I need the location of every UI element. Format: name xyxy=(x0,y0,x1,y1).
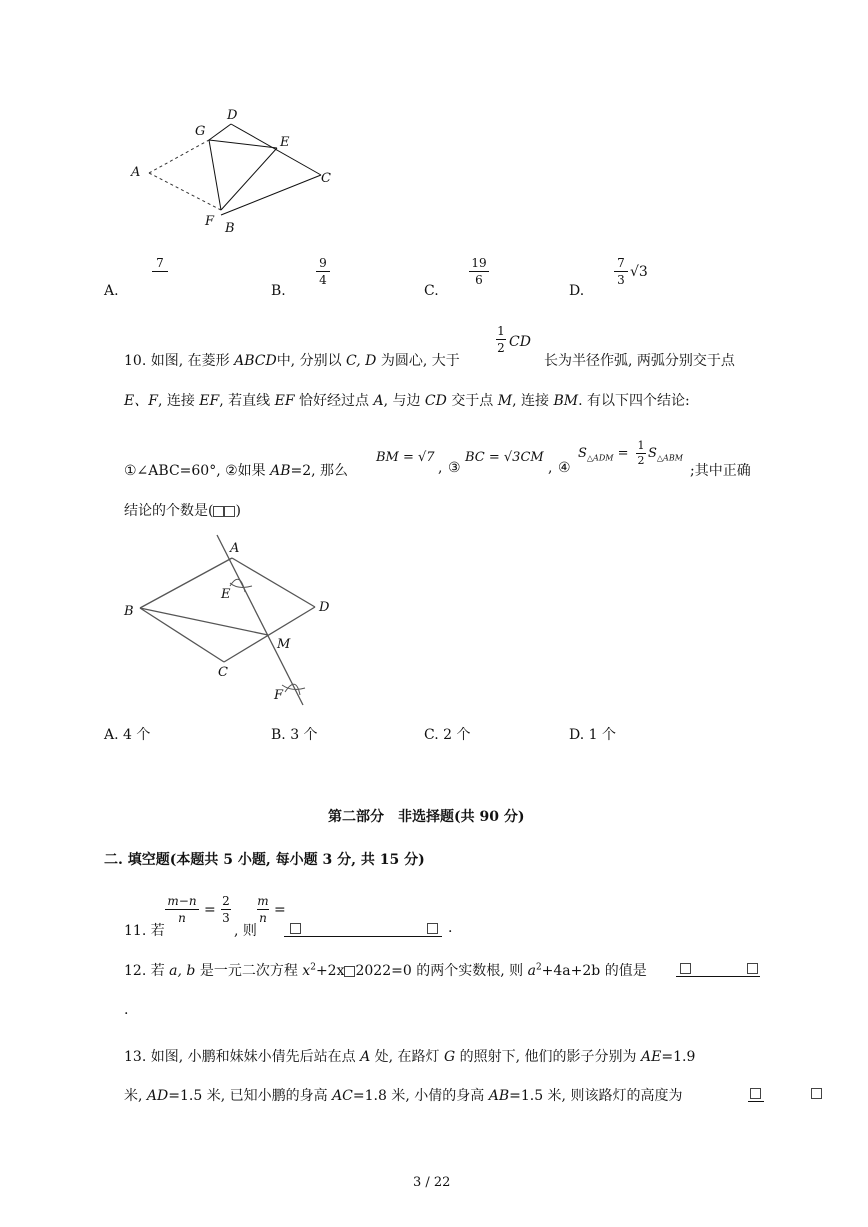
placeholder-box-icon xyxy=(213,506,224,517)
placeholder-box-icon xyxy=(811,1088,822,1099)
placeholder-box-icon xyxy=(680,963,691,974)
q9-option-c-letter: C. xyxy=(424,283,439,299)
q11-fraction-1: m−n n xyxy=(165,894,199,925)
placeholder-box-icon xyxy=(747,963,758,974)
q9-option-b-value: 9 4 xyxy=(316,256,330,287)
q10-conclusions-a: ①∠ABC=60°, ②如果 AB=2, 那么 xyxy=(124,463,349,479)
q9-label-c: C xyxy=(321,171,331,186)
page-number: 3 / 22 xyxy=(413,1175,451,1190)
q10-label-e: E xyxy=(221,587,231,602)
q10-sep1: , xyxy=(438,460,443,476)
q9-label-a: A xyxy=(131,165,141,180)
q10-label-a: A xyxy=(230,541,240,556)
q10-c4: ④ xyxy=(558,460,571,476)
q10-s-right: $S_{\triangle ABM}$ xyxy=(648,446,683,463)
q10-half-cd: CD xyxy=(509,334,531,350)
q12-answer-blank[interactable] xyxy=(676,960,760,977)
q10-figure xyxy=(120,530,340,710)
q9-option-c xyxy=(424,283,439,299)
placeholder-box-icon xyxy=(290,923,301,934)
q13-answer-blank[interactable] xyxy=(748,1085,764,1102)
q10-label-f: F xyxy=(274,688,284,703)
q9-label-e: E xyxy=(280,135,290,150)
q10-s-left: $S_{\triangle ADM}$ = xyxy=(578,446,629,463)
q13-line2: 米, AD=1.5 米, 已知小鹏的身高 AC=1.8 米, 小倩的身高 AB=1.5 米, 则该路灯的高度为 xyxy=(124,1088,683,1104)
q10-half-fraction: 1 2 xyxy=(497,324,505,355)
q9-option-d xyxy=(569,283,584,299)
q9-option-b xyxy=(271,283,286,299)
q10-label-m: M xyxy=(277,637,291,652)
section2-title: 二. 填空题(本题共 5 小题, 每小题 3 分, 共 15 分) xyxy=(104,852,425,868)
placeholder-box-icon xyxy=(344,966,355,977)
placeholder-box-icon xyxy=(750,1088,761,1099)
q9-option-b-letter: B. xyxy=(271,283,286,299)
q11-answer-blank[interactable] xyxy=(284,920,442,937)
q9-option-d-radical: √3 xyxy=(630,264,648,280)
q10-line1: 10. 如图, 在菱形 ABCD中, 分别以 C, D 为圆心, 大于 xyxy=(124,353,460,369)
q9-figure xyxy=(125,105,345,240)
q10-s-half: 1 2 xyxy=(637,439,645,467)
q9-option-c-value: 19 6 xyxy=(469,256,489,287)
q10-tail: ;其中正确 xyxy=(690,463,751,479)
q10-option-c: C. 2 个 xyxy=(424,727,471,743)
q10-line1-end: 长为半径作弧, 两弧分别交于点 xyxy=(544,353,735,369)
q10-option-b: B. 3 个 xyxy=(271,727,318,743)
q9-option-a-value: 7 xyxy=(152,256,168,273)
q9-option-d-value: 7 3 xyxy=(614,256,628,287)
q9-label-g: G xyxy=(195,124,206,139)
q10-sep2: , xyxy=(548,460,553,476)
q12-period: . xyxy=(124,1002,129,1018)
q9-label-d: D xyxy=(227,108,238,123)
q11-fraction-2: 2 3 xyxy=(222,894,230,925)
q10-line2: E、F, 连接 EF, 若直线 EF 恰好经过点 A, 与边 CD 交于点 M, 连接 BM. 有以下四个结论: xyxy=(124,393,690,409)
q10-option-a: A. 4 个 xyxy=(104,727,151,743)
part2-title: 第二部分 非选择题(共 90 分) xyxy=(328,809,525,825)
q10-line4: 结论的个数是( ) xyxy=(124,503,241,519)
q11-prefix: 11. 若 xyxy=(124,923,165,939)
q10-bm: BM = √7 xyxy=(376,450,435,465)
q9-option-a-letter: A. xyxy=(104,283,119,299)
q10-c3: ③ xyxy=(448,460,461,476)
q11-fraction-3: m n xyxy=(257,894,269,925)
q9-option-a xyxy=(104,283,119,299)
q13-line1: 13. 如图, 小鹏和妹妹小倩先后站在点 A 处, 在路灯 G 的照射下, 他们的影子分别为 AE=1.9 xyxy=(124,1049,696,1065)
q12-line: 12. 若 a, b 是一元二次方程 $x^2+2x$ 2022=0 的两个实数根, 则 $a^2+4a+2b$ 的值是 xyxy=(124,962,647,979)
q9-label-f: F xyxy=(205,214,215,229)
q9-option-d-letter: D. xyxy=(569,283,585,299)
q10-label-b: B xyxy=(124,604,134,619)
q10-bc: BC = √3CM xyxy=(465,450,544,465)
q11-eq2: = xyxy=(274,902,286,918)
q9-label-b: B xyxy=(225,221,235,236)
q11-end: . xyxy=(448,920,453,936)
placeholder-box-icon xyxy=(427,923,438,934)
q10-label-c: C xyxy=(218,665,228,680)
q10-option-d: D. 1 个 xyxy=(569,727,616,743)
q11-then: , 则 xyxy=(234,923,257,939)
q10-label-d: D xyxy=(319,600,330,615)
placeholder-box-icon xyxy=(224,506,235,517)
q11-eq: = xyxy=(204,902,216,918)
